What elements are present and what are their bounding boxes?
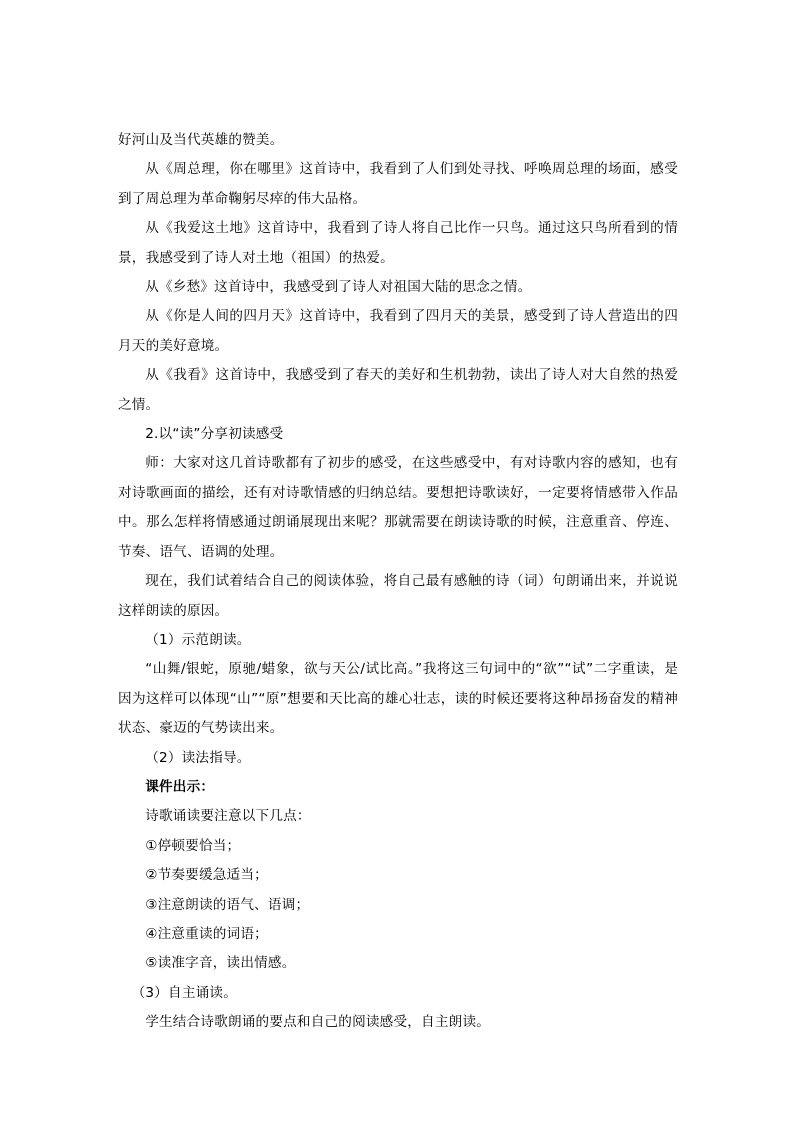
list-item-pronunciation: ⑤读准字音，读出情感。 <box>145 955 296 972</box>
list-item-rhythm: ②节奏要缓急适当； <box>145 867 268 884</box>
paragraph-intro-tail: 好河山及当代英雄的赞美。 <box>118 132 284 148</box>
paragraph-siyuetian: 从《你是人间的四月天》这首诗中，我看到了四月天的美景，感受到了诗人营造出的四月天的美好意境。 <box>118 308 678 354</box>
paragraph-xiangchou: 从《乡愁》这首诗中，我感受到了诗人对祖国大陆的思念之情。 <box>145 279 532 296</box>
document-body <box>118 126 678 1038</box>
paragraph-wo-kan: 从《我看》这首诗中，我感受到了春天的美好和生机勃勃，读出了诗人对大自然的热爱之情。 <box>118 367 678 413</box>
paragraph-teacher-remarks: 师：大家对这几首诗歌都有了初步的感受，在这些感受中，有对诗歌内容的感知，也有对诗歌画面的描绘，还有对诗歌情感的归纳总结。要想把诗歌读好，一定要将情感带入作品中。那么怎样将情感通过朗诵展现出来呢？那就需要在朗读诗歌的时候，注意重音、停连、节奏、语气、语调的处理。 <box>118 455 678 560</box>
list-item-pause: ①停顿要恰当； <box>145 837 241 854</box>
paragraph-wo-ai-zhe-tudi: 从《我爱这土地》这首诗中，我看到了诗人将自己比作一只鸟。通过这只鸟所看到的情景，我感受到了诗人对土地（祖国）的热爱。 <box>118 220 678 266</box>
section-heading-reading: 2.以“读”分享初读感受 <box>145 426 284 443</box>
paragraph-student-reading: 学生结合诗歌朗诵的要点和自己的阅读感受，自主朗读。 <box>145 1014 491 1031</box>
subheading-demo-reading: （1）示范朗读。 <box>145 631 251 648</box>
paragraph-points-intro: 诗歌诵读要注意以下几点： <box>145 808 311 825</box>
courseware-label: 课件出示： <box>145 778 215 795</box>
paragraph-zhou-zongli: 从《周总理，你在哪里》这首诗中，我看到了人们到处寻找、呼唤周总理的场面，感受到了周总理为革命鞠躬尽瘁的伟大品格。 <box>118 161 678 207</box>
subheading-self-reading: （3）自主诵读。 <box>131 984 237 1001</box>
list-item-tone: ③注意朗读的语气、语调； <box>145 896 310 913</box>
subheading-reading-guidance: （2）读法指导。 <box>145 749 251 766</box>
paragraph-reading-task: 现在，我们试着结合自己的阅读体验，将自己最有感触的诗（词）句朗诵出来，并说说这样朗读的原因。 <box>118 573 678 619</box>
list-item-stress: ④注意重读的词语； <box>145 925 268 942</box>
paragraph-demo-example: “山舞/银蛇，原驰/蜡象，欲与天公/试比高。”我将这三句词中的“欲”“试”二字重读，是因为这样可以体现“山”“原”想要和天比高的雄心壮志，读的时候还要将这种昂扬奋发的精神状态、豪迈的气势读出来。 <box>118 661 678 737</box>
